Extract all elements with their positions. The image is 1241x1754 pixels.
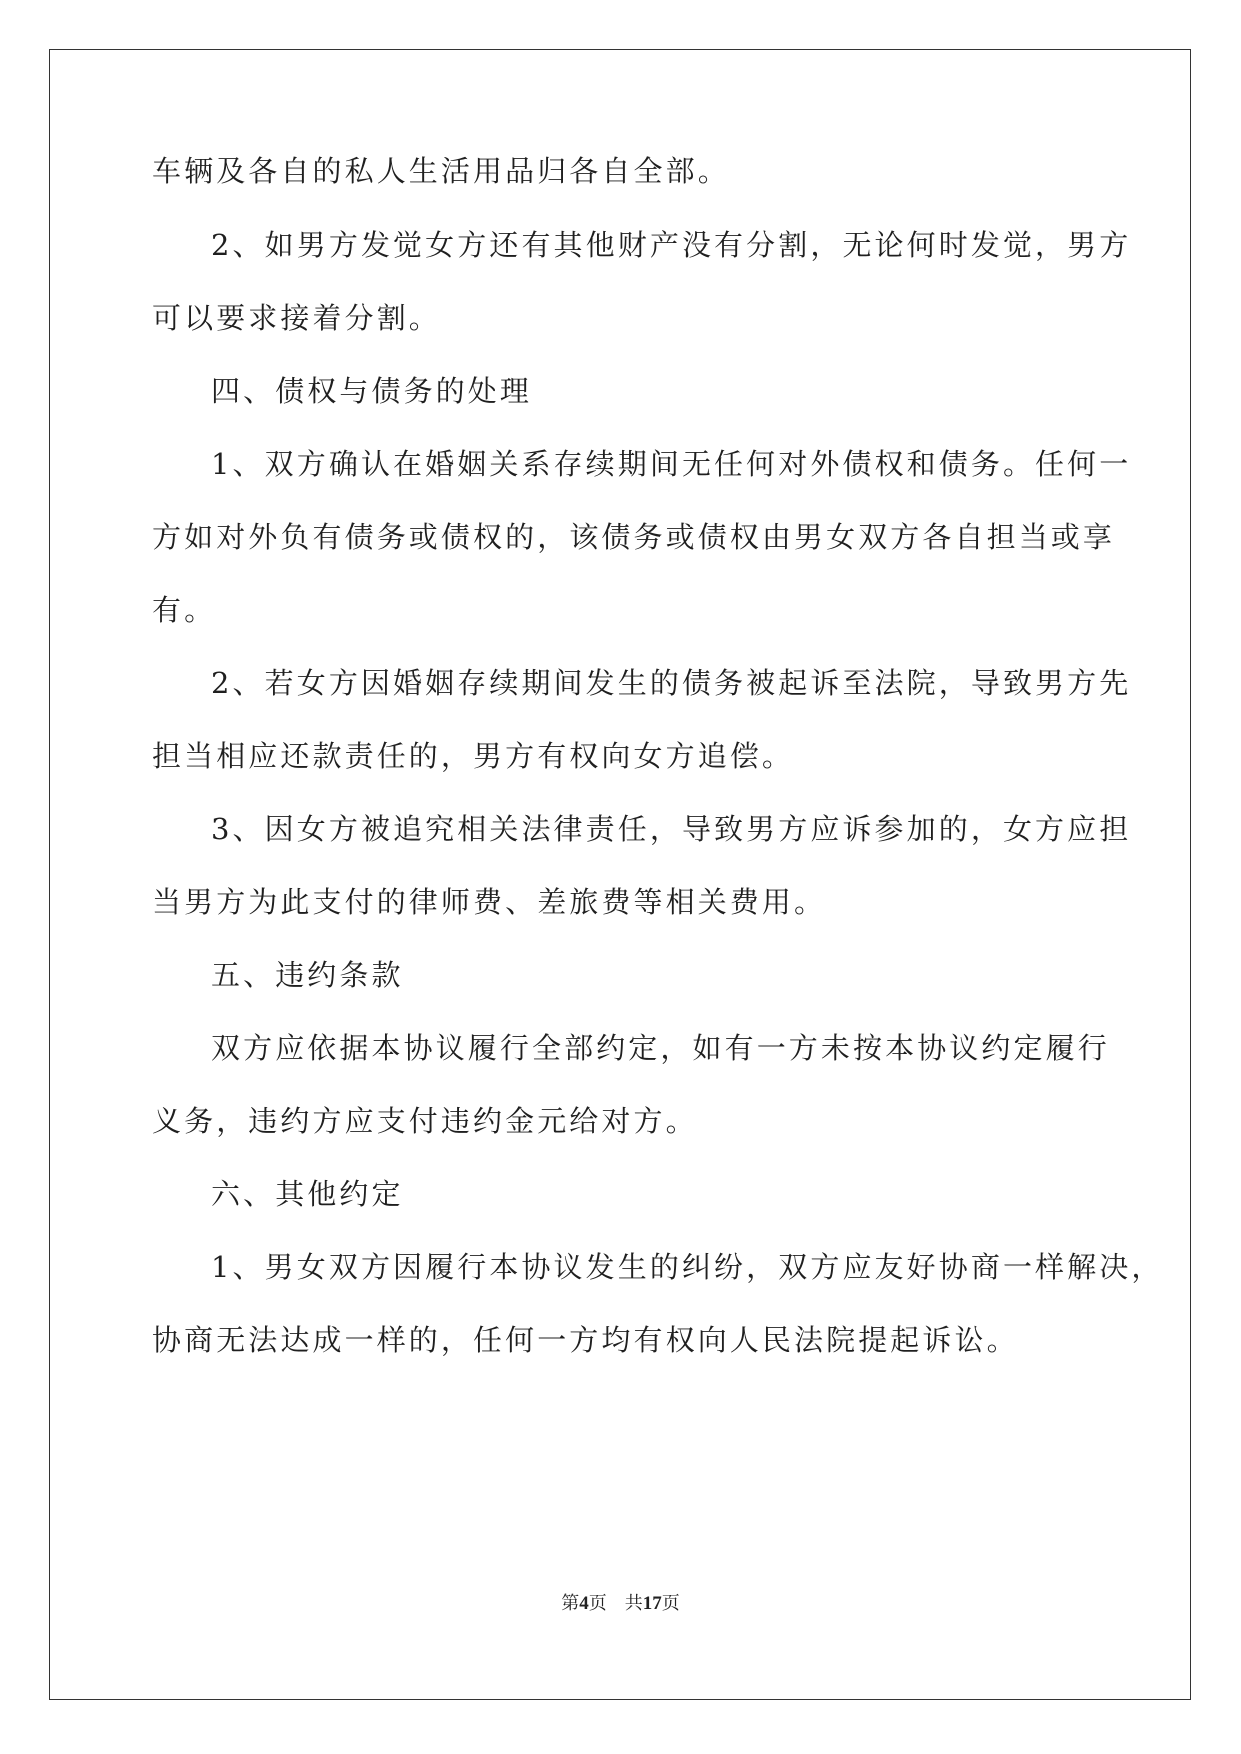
page-border bbox=[49, 49, 1191, 1700]
section-heading: 五、违约条款 bbox=[211, 958, 404, 992]
paragraph-line: 3、因女方被追究相关法律责任，导致男方应诉参加的，女方应担 bbox=[211, 812, 1132, 846]
paragraph-line: 当男方为此支付的律师费、差旅费等相关费用。 bbox=[152, 885, 827, 919]
page-footer bbox=[0, 1592, 1241, 1616]
paragraph-line: 2、如男方发觉女方还有其他财产没有分割，无论何时发觉，男方 bbox=[211, 228, 1132, 262]
paragraph-line: 双方应依据本协议履行全部约定，如有一方未按本协议约定履行 bbox=[211, 1031, 1110, 1065]
section-heading: 六、其他约定 bbox=[211, 1177, 404, 1211]
total-suffix: 页 bbox=[661, 1593, 680, 1614]
paragraph-line: 车辆及各自的私人生活用品归各自全部。 bbox=[152, 154, 730, 188]
paragraph-line: 1、男女双方因履行本协议发生的纠纷，双方应友好协商一样解决， bbox=[211, 1250, 1164, 1284]
paragraph-line: 担当相应还款责任的，男方有权向女方追偿。 bbox=[152, 739, 795, 773]
total-prefix: 共 bbox=[624, 1593, 643, 1614]
paragraph-line: 1、双方确认在婚姻关系存续期间无任何对外债权和债务。任何一 bbox=[211, 447, 1132, 481]
total-pages: 17 bbox=[642, 1593, 662, 1614]
paragraph-line: 义务，违约方应支付违约金元给对方。 bbox=[152, 1104, 698, 1138]
page-prefix: 第 bbox=[561, 1593, 580, 1614]
section-heading: 四、债权与债务的处理 bbox=[211, 374, 533, 408]
paragraph-line: 方如对外负有债务或债权的，该债务或债权由男女双方各自担当或享 bbox=[152, 520, 1116, 554]
paragraph-line: 协商无法达成一样的，任何一方均有权向人民法院提起诉讼。 bbox=[152, 1323, 1019, 1357]
page-suffix: 页 bbox=[588, 1593, 607, 1614]
page-number: 4 bbox=[579, 1593, 589, 1614]
paragraph-line: 2、若女方因婚姻存续期间发生的债务被起诉至法院，导致男方先 bbox=[211, 666, 1132, 700]
paragraph-line: 有。 bbox=[152, 593, 217, 627]
paragraph-line: 可以要求接着分割。 bbox=[152, 301, 441, 335]
